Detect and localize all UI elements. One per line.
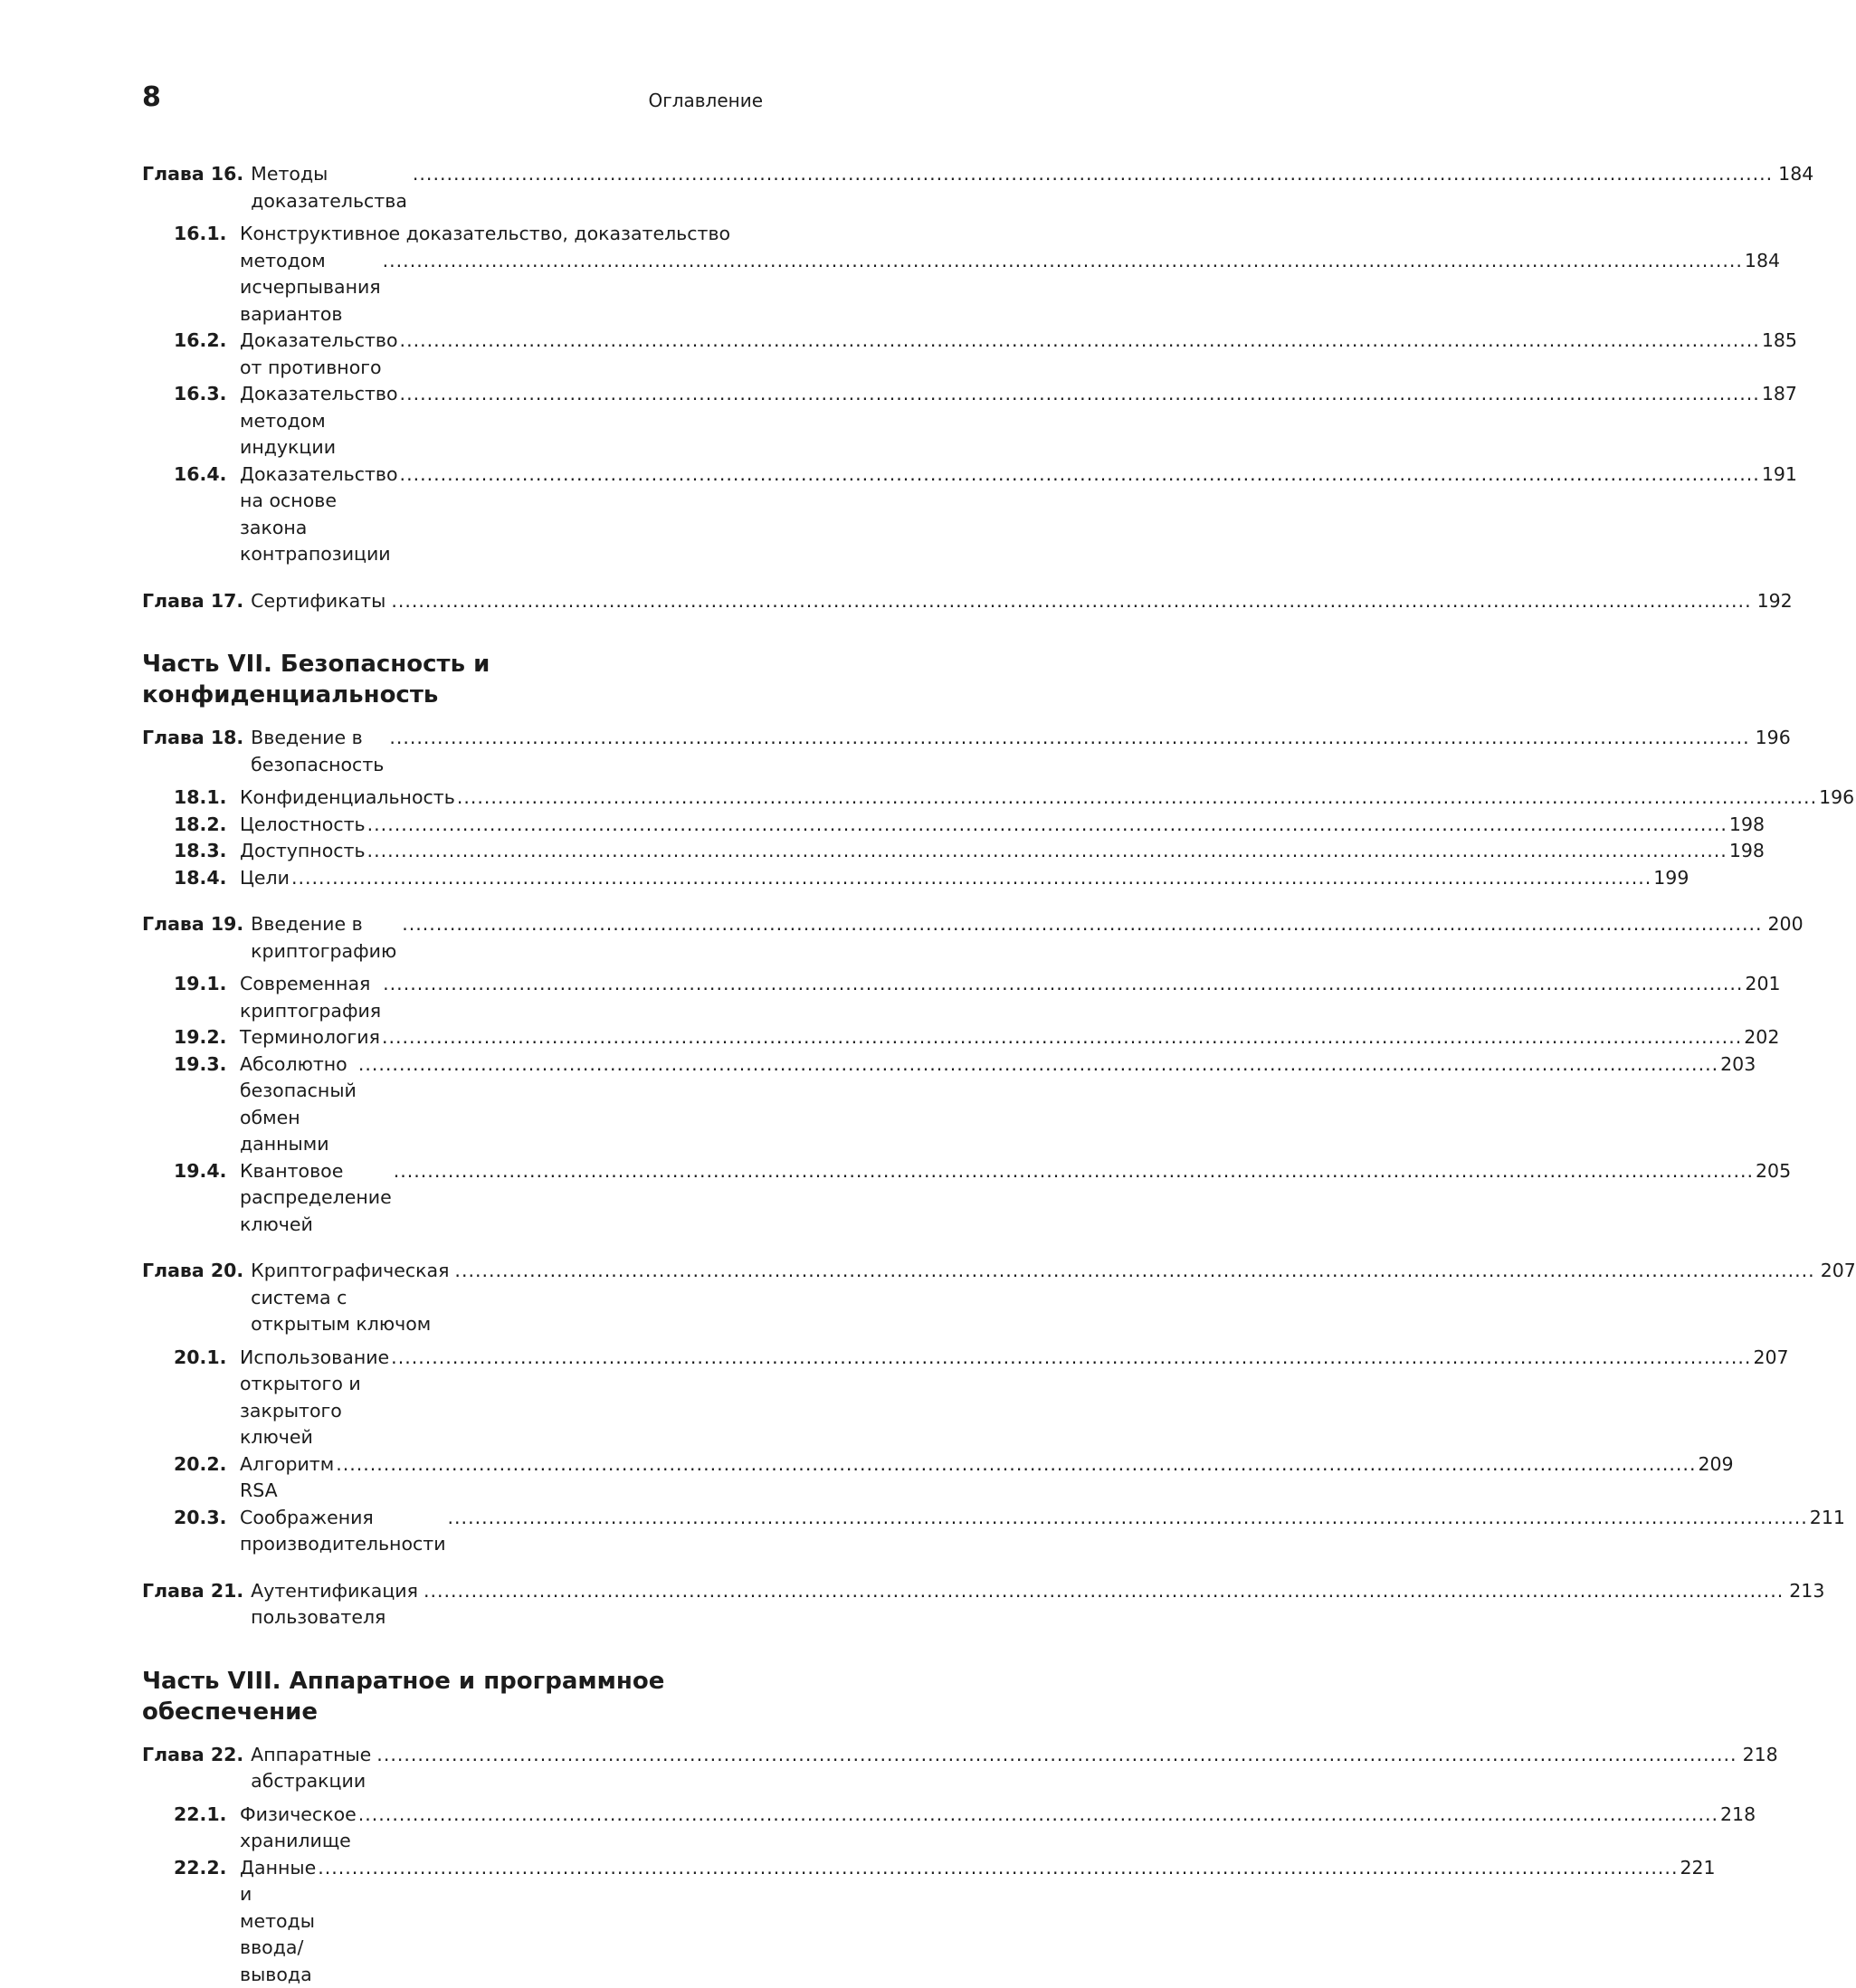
dot-leader: [336, 1451, 1696, 1479]
toc-chapter-20[interactable]: [142, 1258, 763, 1338]
section-title: Доступность: [240, 838, 366, 865]
section-number: 18.2.: [174, 812, 240, 839]
toc-section-19-2[interactable]: [174, 1024, 763, 1051]
section-number: 16.4.: [174, 461, 240, 489]
chapter-title: Криптографическая система с открытым ключом: [251, 1258, 449, 1338]
section-title: Терминология: [240, 1024, 380, 1051]
section-title: Использование открытого и закрытого ключей: [240, 1345, 389, 1451]
section-title: Квантовое распределение ключей: [240, 1158, 392, 1239]
page-number: 8: [142, 81, 161, 114]
toc-section-18-4[interactable]: [174, 865, 763, 892]
toc-section-20-1[interactable]: [174, 1345, 763, 1451]
chapter-title: Методы доказательства: [251, 161, 407, 214]
page-ref: 185: [1762, 328, 1797, 355]
chapter-title: Введение в криптографию: [251, 911, 396, 965]
toc-section-20-2[interactable]: [174, 1451, 763, 1505]
page-ref: 211: [1810, 1505, 1845, 1532]
page-ref: 199: [1653, 865, 1689, 892]
dot-leader: [424, 1578, 1784, 1605]
dot-leader: [391, 588, 1751, 615]
toc-section-16-4[interactable]: [174, 461, 763, 568]
chapter-title: Введение в безопасность: [251, 725, 384, 778]
section-title: Соображения производительности: [240, 1505, 446, 1558]
section-number: 22.2.: [174, 1855, 240, 1882]
part-title-line2: обеспечение: [142, 1697, 763, 1727]
section-number: 20.3.: [174, 1505, 240, 1532]
dot-leader: [448, 1505, 1808, 1532]
toc-chapter-18[interactable]: [142, 725, 763, 778]
page-ref: 218: [1720, 1802, 1756, 1829]
dot-leader: [402, 911, 1762, 938]
section-title-line2: методом исчерпывания вариантов: [240, 248, 381, 328]
part-heading-8[interactable]: [142, 1666, 763, 1727]
chapter-number: Глава 18.: [142, 725, 243, 752]
toc-section-16-1[interactable]: [174, 221, 763, 328]
toc-section-19-3[interactable]: [174, 1051, 763, 1158]
page-ref: 184: [1745, 248, 1780, 275]
part-heading-7[interactable]: Часть VII. Безопасность и конфиденциальность: [142, 649, 763, 710]
dot-leader: [358, 1051, 1718, 1079]
section-title: Целостность: [240, 812, 366, 839]
page-ref: 213: [1789, 1578, 1824, 1605]
chapter-number: Глава 17.: [142, 588, 243, 615]
section-title: Доказательство методом индукции: [240, 381, 398, 461]
page-ref: 221: [1680, 1855, 1715, 1882]
chapter-title: Аутентификация пользователя: [251, 1578, 418, 1631]
section-number: 16.3.: [174, 381, 240, 408]
section-number: 20.1.: [174, 1345, 240, 1372]
page-ref: 192: [1757, 588, 1793, 615]
page-ref: 187: [1762, 381, 1797, 408]
dot-leader: [383, 248, 1743, 275]
section-number: 19.1.: [174, 971, 240, 998]
page-ref: 209: [1698, 1451, 1733, 1479]
section-number: 16.1.: [174, 221, 240, 248]
chapter-number: Глава 20.: [142, 1258, 243, 1285]
chapter-number: Глава 22.: [142, 1742, 243, 1769]
section-title: Физическое хранилище: [240, 1802, 357, 1855]
section-number: 18.4.: [174, 865, 240, 892]
dot-leader: [382, 1024, 1742, 1051]
page-ref: 184: [1778, 161, 1813, 188]
page-ref: 198: [1729, 838, 1765, 865]
section-number: 19.4.: [174, 1158, 240, 1185]
dot-leader: [400, 461, 1760, 489]
toc-section-16-2[interactable]: [174, 328, 763, 381]
chapter-number: Глава 21.: [142, 1578, 243, 1605]
toc-chapter-19[interactable]: [142, 911, 763, 965]
toc-section-16-3[interactable]: [174, 381, 763, 461]
section-number: 19.3.: [174, 1051, 240, 1079]
page-ref: 196: [1819, 785, 1854, 812]
page-ref: 201: [1745, 971, 1780, 998]
dot-leader: [400, 381, 1760, 408]
toc-section-18-1[interactable]: [174, 785, 763, 812]
section-title-line1: Конструктивное доказательство, доказательство: [240, 221, 1780, 248]
section-number: 20.2.: [174, 1451, 240, 1479]
section-title: Современная криптография: [240, 971, 381, 1024]
section-number: 19.2.: [174, 1024, 240, 1051]
toc-chapter-22[interactable]: [142, 1742, 763, 1795]
dot-leader: [367, 838, 1728, 865]
dot-leader: [394, 1158, 1754, 1185]
toc-section-20-3[interactable]: [174, 1505, 763, 1558]
chapter-title: Аппаратные абстракции: [251, 1742, 371, 1795]
toc-section-18-2[interactable]: [174, 812, 763, 839]
section-title: Абсолютно безопасный обмен данными: [240, 1051, 357, 1158]
dot-leader: [391, 1345, 1751, 1372]
page-ref: 202: [1744, 1024, 1779, 1051]
page-ref: 196: [1756, 725, 1791, 752]
toc-section-22-1[interactable]: [174, 1802, 763, 1855]
section-title: Алгоритм RSA: [240, 1451, 334, 1505]
page-ref: 198: [1729, 812, 1765, 839]
page-ref: 207: [1821, 1258, 1856, 1285]
part-title-line1: Часть VIII. Аппаратное и программное: [142, 1666, 763, 1697]
dot-leader: [457, 785, 1817, 812]
toc-chapter-16[interactable]: [142, 161, 763, 214]
running-header: Оглавление: [648, 89, 763, 112]
toc-section-22-2[interactable]: [174, 1855, 763, 1988]
section-number: 18.3.: [174, 838, 240, 865]
page-ref: 191: [1762, 461, 1797, 489]
dot-leader: [454, 1258, 1814, 1285]
dot-leader: [400, 328, 1760, 355]
toc-section-19-4[interactable]: [174, 1158, 763, 1239]
page-ref: 207: [1753, 1345, 1788, 1372]
section-title: Конфиденциальность: [240, 785, 455, 812]
chapter-number: Глава 16.: [142, 161, 243, 188]
dot-leader: [291, 865, 1651, 892]
toc-chapter-17[interactable]: [142, 588, 763, 615]
dot-leader: [376, 1742, 1737, 1769]
page-ref: 203: [1720, 1051, 1756, 1079]
chapter-title: Сертификаты: [251, 588, 385, 615]
section-number: 16.2.: [174, 328, 240, 355]
dot-leader: [389, 725, 1749, 752]
page-ref: 205: [1756, 1158, 1791, 1185]
toc-chapter-21[interactable]: [142, 1578, 763, 1631]
section-title: Доказательство от противного: [240, 328, 398, 381]
section-title: Цели: [240, 865, 290, 892]
toc-section-18-3[interactable]: [174, 838, 763, 865]
section-title: Доказательство на основе закона контрапозиции: [240, 461, 398, 568]
toc-section-19-1[interactable]: [174, 971, 763, 1024]
section-number: 22.1.: [174, 1802, 240, 1829]
page-ref: 200: [1768, 911, 1804, 938]
page-ref: 218: [1743, 1742, 1778, 1769]
dot-leader: [367, 812, 1728, 839]
dot-leader: [318, 1855, 1678, 1882]
section-title: Данные и методы ввода/вывода: [240, 1855, 316, 1988]
dot-leader: [413, 161, 1773, 188]
chapter-number: Глава 19.: [142, 911, 243, 938]
section-number: 18.1.: [174, 785, 240, 812]
table-of-contents: [142, 161, 763, 1988]
dot-leader: [358, 1802, 1718, 1829]
dot-leader: [383, 971, 1743, 998]
